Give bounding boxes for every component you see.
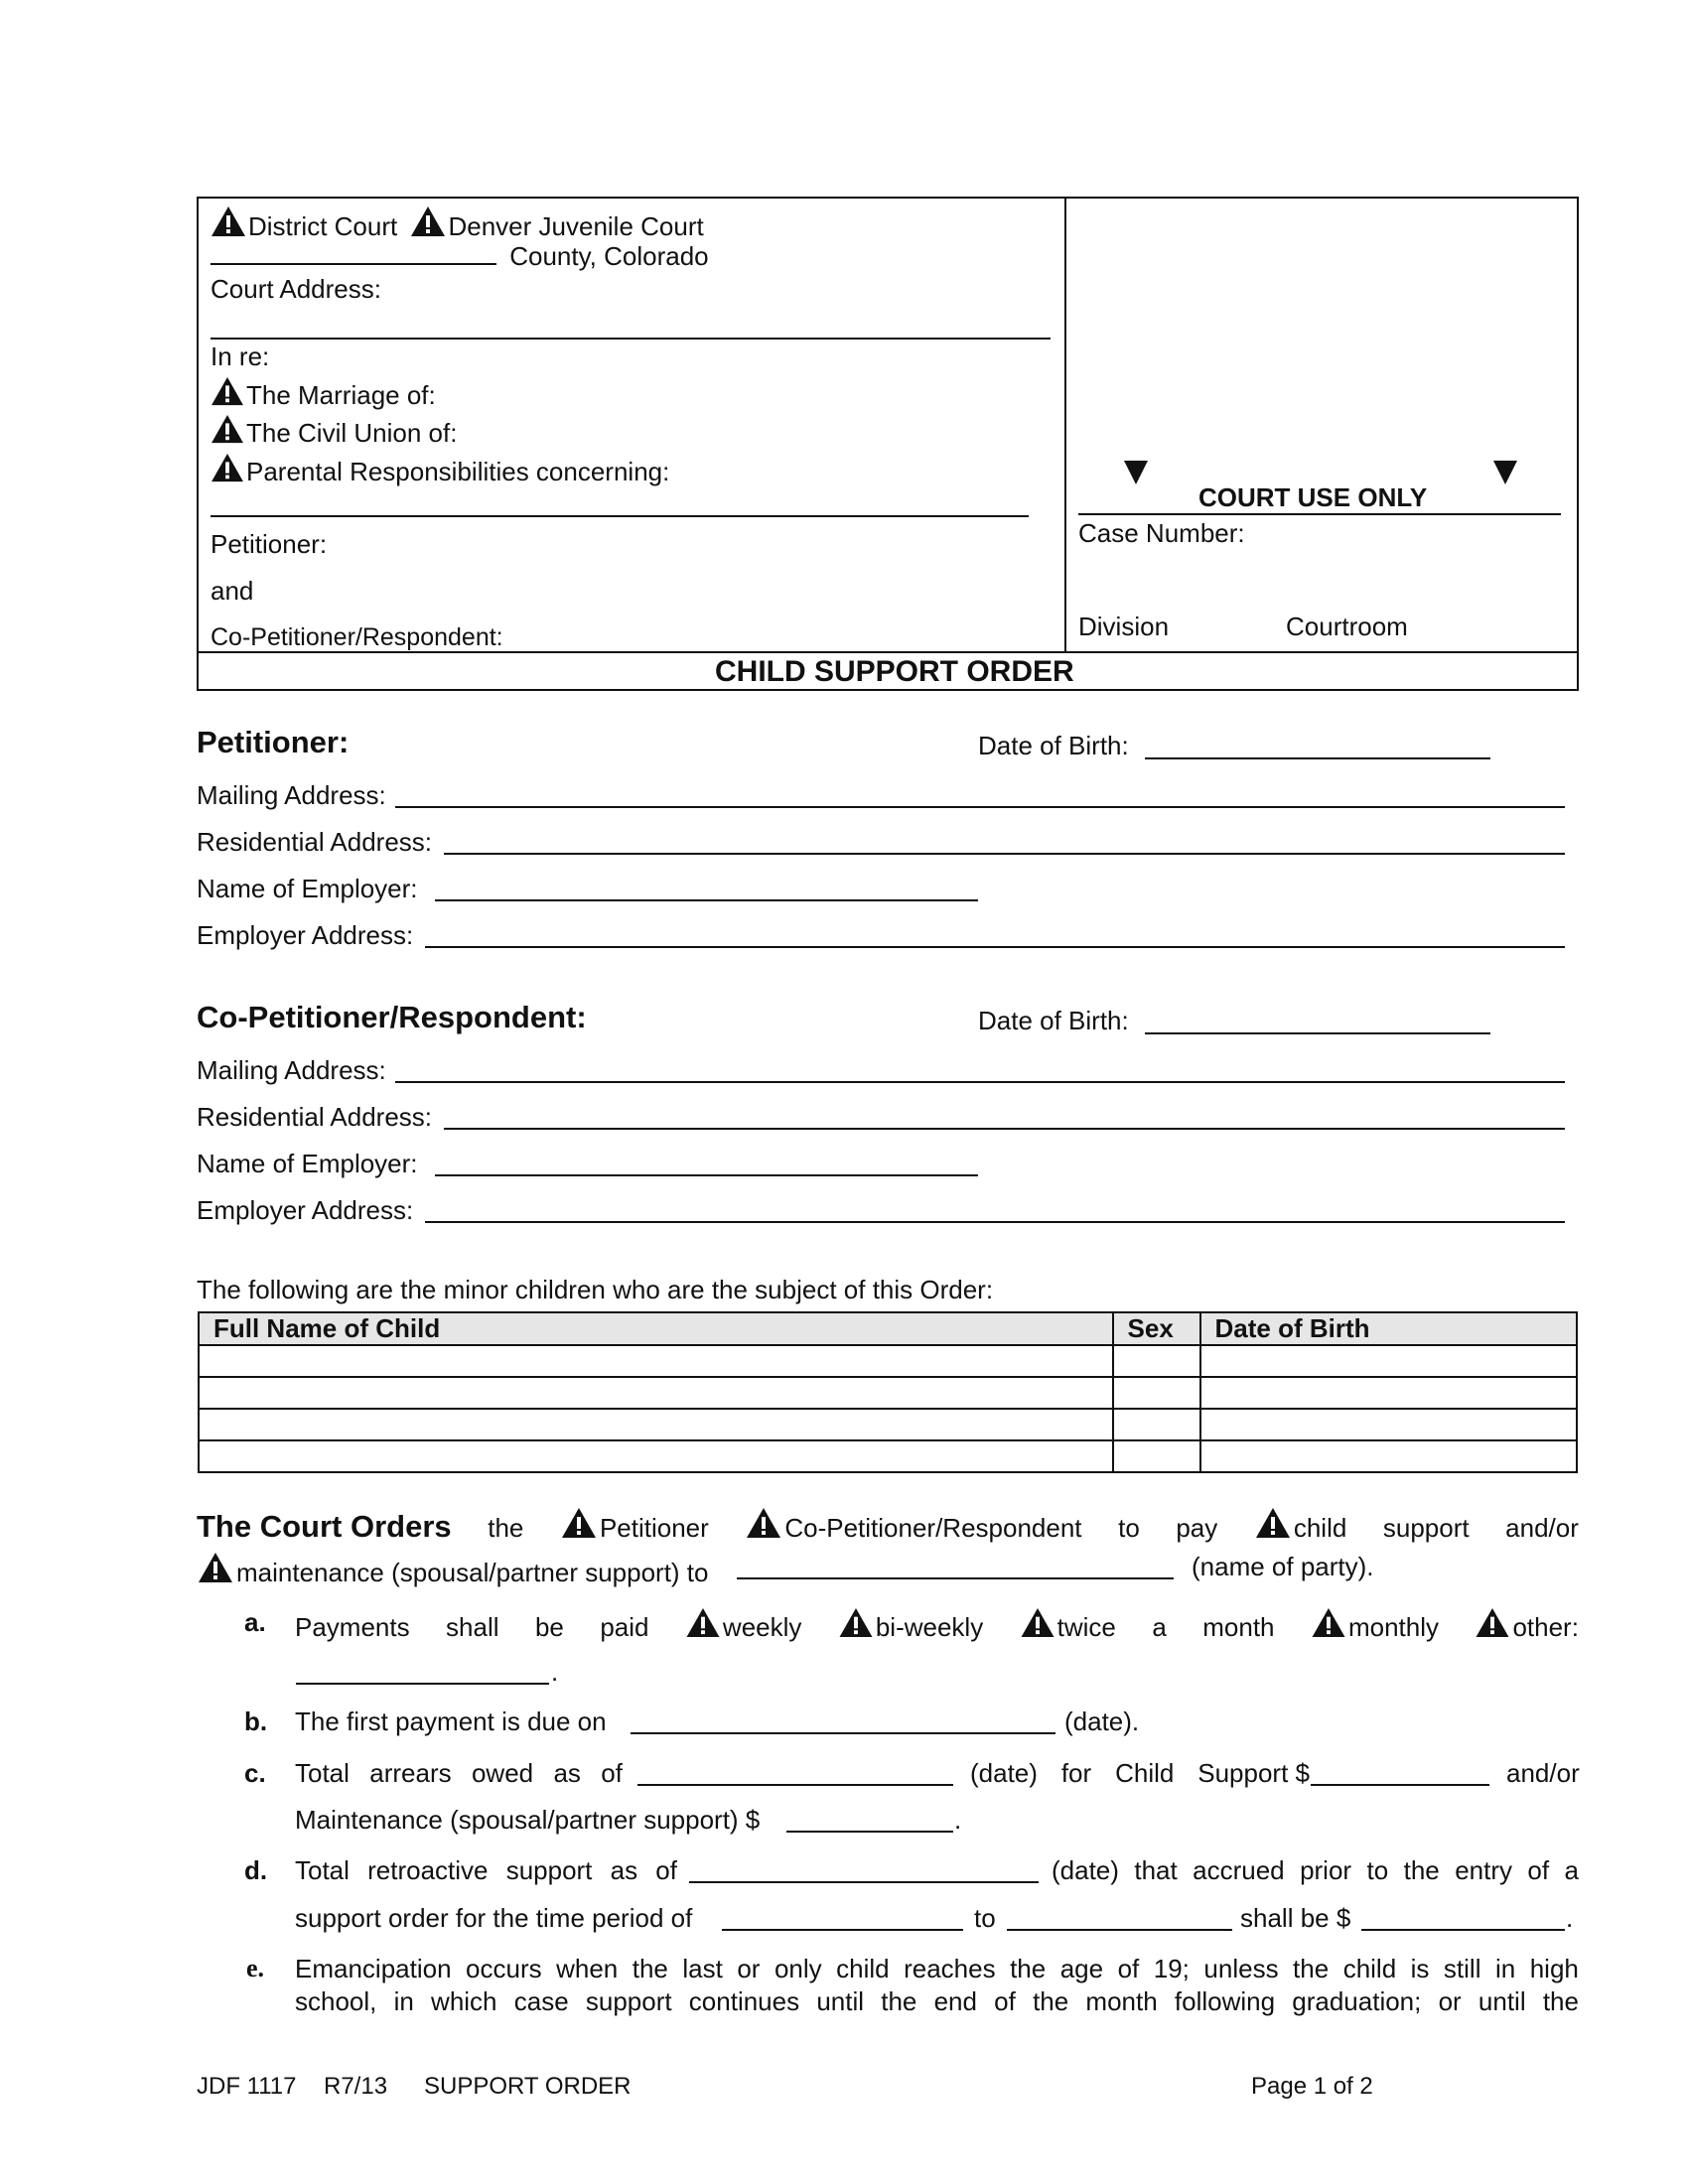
column-header-name: Full Name of Child xyxy=(199,1312,1113,1345)
item-d-word: that xyxy=(1134,1855,1178,1885)
item-e-word: in xyxy=(393,1986,414,2016)
child-sex-cell[interactable] xyxy=(1113,1345,1200,1377)
children-intro: The following are the minor children who are the subject of this Order: xyxy=(197,1275,994,1304)
respondent-dob-label: Date of Birth: xyxy=(978,1006,1129,1035)
payee-name-field[interactable] xyxy=(737,1577,1174,1579)
warning-triangle-icon[interactable] xyxy=(1020,1607,1055,1638)
courtroom-label: Courtroom xyxy=(1286,612,1408,641)
orders-word: and/or xyxy=(1505,1513,1579,1543)
respondent-mailing-label: Mailing Address: xyxy=(197,1055,386,1085)
orders-line-2 xyxy=(197,1552,709,1588)
item-e-word: occurs xyxy=(466,1954,542,1983)
item-d-letter: d. xyxy=(244,1855,268,1885)
item-e-word: the xyxy=(881,1986,917,2016)
item-e-word: continues xyxy=(688,1986,800,2016)
item-d-word: prior xyxy=(1300,1855,1352,1885)
name-of-party-hint: (name of party). xyxy=(1192,1552,1374,1581)
retroactive-date-field[interactable] xyxy=(689,1881,1039,1883)
item-e-word: month xyxy=(1085,1986,1158,2016)
item-e-word: last xyxy=(682,1954,723,1983)
respondent-employer-address-field[interactable] xyxy=(425,1221,1565,1223)
item-a-word: month xyxy=(1202,1612,1275,1642)
item-a-word: Payments xyxy=(295,1612,410,1642)
item-b-text: The first payment is due on xyxy=(295,1706,607,1736)
period-end-field[interactable] xyxy=(1007,1929,1232,1931)
item-e-word: reaches xyxy=(904,1954,996,1983)
petitioner-mailing-field[interactable] xyxy=(395,806,1565,808)
option-child-label: child xyxy=(1293,1513,1347,1543)
item-e-word: is xyxy=(1410,1954,1430,1983)
column-header-dob: Date of Birth xyxy=(1200,1312,1578,1345)
maintenance-label: maintenance (spousal/partner support) to xyxy=(236,1558,709,1587)
warning-triangle-icon[interactable] xyxy=(838,1607,874,1638)
child-name-cell[interactable] xyxy=(199,1440,1113,1472)
option-child-support xyxy=(1254,1507,1346,1544)
item-e-line-2 xyxy=(295,1986,1579,2017)
item-e-word: child xyxy=(836,1954,890,1983)
item-e-word: until xyxy=(1477,1986,1526,2016)
county-suffix: County, Colorado xyxy=(509,241,709,271)
item-b-letter: b. xyxy=(244,1706,268,1736)
in-re-label: In re: xyxy=(211,341,270,371)
item-d-word: to xyxy=(1366,1855,1389,1885)
arrow-down-icon xyxy=(1493,461,1517,484)
orders-word: pay xyxy=(1176,1513,1218,1543)
item-c-word: owed xyxy=(471,1758,534,1788)
item-e-word: the xyxy=(632,1954,668,1983)
item-c-word: for xyxy=(1060,1758,1092,1788)
petitioner-heading: Petitioner: xyxy=(197,725,350,759)
item-e-word: only xyxy=(774,1954,822,1983)
respondent-dob-field[interactable] xyxy=(1145,1032,1490,1034)
item-d-word: of xyxy=(655,1855,677,1885)
case-option-marriage-label: The Marriage of: xyxy=(246,380,436,410)
respondent-employer-label: Name of Employer: xyxy=(197,1149,418,1178)
form-title: CHILD SUPPORT ORDER xyxy=(715,655,1074,688)
item-b-date-hint: (date). xyxy=(1064,1706,1140,1736)
item-e-word: when xyxy=(556,1954,619,1983)
orders-line-1 xyxy=(197,1507,1579,1545)
first-payment-date-field[interactable] xyxy=(631,1732,1055,1734)
item-d-word: retroactive xyxy=(367,1855,489,1885)
parties-names-field[interactable] xyxy=(211,515,1029,517)
warning-triangle-icon[interactable] xyxy=(1254,1507,1292,1539)
orders-word: to xyxy=(1118,1513,1140,1543)
warning-triangle-icon[interactable] xyxy=(211,376,244,406)
respondent-heading: Co-Petitioner/Respondent: xyxy=(197,1000,587,1034)
court-option-district: District Court xyxy=(248,211,398,241)
item-a-line xyxy=(295,1607,1579,1643)
item-d-word: support xyxy=(505,1855,593,1885)
item-c-word: as xyxy=(553,1758,581,1788)
respondent-residential-field[interactable] xyxy=(444,1128,1565,1130)
warning-triangle-icon[interactable] xyxy=(211,205,246,237)
item-d-word: the xyxy=(1403,1855,1440,1885)
table-row xyxy=(199,1345,1577,1377)
item-e-word: or xyxy=(737,1954,761,1983)
item-a-word: paid xyxy=(600,1612,649,1642)
option-biweekly xyxy=(838,1607,983,1643)
table-row xyxy=(199,1409,1577,1440)
item-d-lead xyxy=(295,1855,677,1886)
other-frequency-field[interactable] xyxy=(296,1683,549,1685)
item-e-word: child xyxy=(1342,1954,1397,1983)
case-option-marriage xyxy=(211,376,436,411)
child-dob-cell[interactable] xyxy=(1200,1345,1578,1377)
case-option-parental-label: Parental Responsibilities concerning: xyxy=(246,457,670,486)
item-a-word: shall xyxy=(446,1612,499,1642)
orders-word: support xyxy=(1382,1513,1470,1543)
child-dob-cell[interactable] xyxy=(1200,1377,1578,1409)
option-other xyxy=(1475,1607,1579,1643)
item-c-word: Total xyxy=(295,1758,350,1788)
item-c-word: of xyxy=(601,1758,623,1788)
item-c-word: Support $ xyxy=(1197,1758,1310,1788)
children-table xyxy=(198,1311,1578,1473)
item-a-word: a xyxy=(1152,1612,1167,1642)
item-e-word: 19; xyxy=(1153,1954,1190,1983)
arrow-down-icon xyxy=(1124,461,1148,484)
petitioner-employer-address-label: Employer Address: xyxy=(197,920,414,950)
item-c-lead xyxy=(295,1758,623,1789)
maintenance-arrears-field[interactable] xyxy=(786,1831,953,1833)
item-e-word: school, xyxy=(295,1986,377,2016)
item-c-word: (date) xyxy=(970,1758,1038,1788)
warning-triangle-icon[interactable] xyxy=(211,453,244,482)
option-petitioner xyxy=(560,1507,709,1544)
option-biweekly-label: bi-weekly xyxy=(875,1612,984,1642)
petitioner-residential-label: Residential Address: xyxy=(197,827,433,857)
co-petitioner-label: Co-Petitioner/Respondent: xyxy=(211,623,503,651)
petitioner-employer-field[interactable] xyxy=(435,899,978,901)
petitioner-mailing-label: Mailing Address: xyxy=(197,780,386,810)
warning-triangle-icon[interactable] xyxy=(197,1552,234,1583)
item-c-line2: Maintenance (spousal/partner support) $ xyxy=(295,1805,761,1835)
item-d-word: of xyxy=(1527,1855,1550,1885)
item-d-shall: shall be $ xyxy=(1240,1903,1351,1933)
table-row xyxy=(199,1440,1577,1472)
footer-form-name: SUPPORT ORDER xyxy=(424,2073,632,2100)
petitioner-employer-address-field[interactable] xyxy=(425,946,1565,948)
item-e-word: of xyxy=(1117,1954,1140,1983)
child-dob-cell[interactable] xyxy=(1200,1409,1578,1440)
court-type-row xyxy=(211,205,704,242)
petitioner-employer-label: Name of Employer: xyxy=(197,874,418,903)
item-a-word: be xyxy=(534,1612,564,1642)
item-e-word: Emancipation xyxy=(295,1954,452,1983)
option-monthly xyxy=(1311,1607,1439,1643)
case-number-label: Case Number: xyxy=(1078,518,1245,548)
item-e-word: end xyxy=(933,1986,977,2016)
petitioner-label: Petitioner: xyxy=(211,529,328,559)
item-d-word: Total xyxy=(295,1855,350,1885)
item-e-word: support xyxy=(585,1986,672,2016)
item-e-word: of xyxy=(994,1986,1016,2016)
warning-triangle-icon[interactable] xyxy=(410,205,446,237)
orders-lead: The Court Orders xyxy=(197,1509,452,1544)
item-c-letter: c. xyxy=(244,1758,266,1788)
item-c-andor: and/or xyxy=(1506,1758,1580,1788)
item-d-line2: support order for the time period of xyxy=(295,1903,693,1933)
county-row xyxy=(211,241,709,272)
option-other-label: other: xyxy=(1512,1612,1579,1642)
child-dob-cell[interactable] xyxy=(1200,1440,1578,1472)
child-sex-cell[interactable] xyxy=(1113,1409,1200,1440)
court-address-label: Court Address: xyxy=(211,274,381,304)
warning-triangle-icon[interactable] xyxy=(745,1507,782,1539)
item-a-letter: a. xyxy=(244,1607,266,1637)
item-e-word: high xyxy=(1529,1954,1579,1983)
and-label: and xyxy=(211,576,254,606)
item-e-word: case xyxy=(513,1986,569,2016)
item-d-word: entry xyxy=(1455,1855,1512,1885)
respondent-employer-field[interactable] xyxy=(435,1174,978,1176)
item-e-word: which xyxy=(431,1986,497,2016)
table-row xyxy=(199,1377,1577,1409)
division-label: Division xyxy=(1078,612,1170,641)
respondent-employer-address-label: Employer Address: xyxy=(197,1195,414,1225)
warning-triangle-icon[interactable] xyxy=(1311,1607,1346,1638)
child-sex-cell[interactable] xyxy=(1113,1377,1200,1409)
item-e-word: the xyxy=(1010,1954,1047,1983)
option-monthly-label: monthly xyxy=(1347,1612,1439,1642)
item-e-word: in xyxy=(1494,1954,1516,1983)
item-c-word: Child xyxy=(1115,1758,1175,1788)
retroactive-amount-field[interactable] xyxy=(1361,1929,1565,1931)
footer-page-number: Page 1 of 2 xyxy=(1251,2073,1373,2100)
item-e-word: until xyxy=(816,1986,865,2016)
children-table-header xyxy=(199,1312,1577,1345)
case-option-civil-union-label: The Civil Union of: xyxy=(246,418,458,448)
period-start-field[interactable] xyxy=(722,1929,963,1931)
item-e-word: the xyxy=(1033,1986,1069,2016)
period-mark: . xyxy=(954,1805,962,1835)
court-use-only: COURT USE ONLY xyxy=(1198,482,1428,512)
child-sex-cell[interactable] xyxy=(1113,1440,1200,1472)
item-d-word: as xyxy=(610,1855,638,1885)
option-twice xyxy=(1020,1607,1116,1643)
option-weekly xyxy=(685,1607,801,1643)
period-mark: . xyxy=(1566,1903,1574,1933)
footer-revision: R7/13 xyxy=(324,2073,388,2100)
court-address-field[interactable] xyxy=(211,338,1051,340)
child-name-cell[interactable] xyxy=(199,1377,1113,1409)
warning-triangle-icon[interactable] xyxy=(685,1607,721,1638)
item-d-word: a xyxy=(1564,1855,1579,1885)
option-co-petitioner-label: Co-Petitioner/Respondent xyxy=(784,1513,1082,1543)
option-weekly-label: weekly xyxy=(722,1612,802,1642)
item-e-letter: e. xyxy=(246,1954,265,1982)
option-twice-label: twice xyxy=(1056,1612,1116,1642)
column-header-sex: Sex xyxy=(1113,1312,1200,1345)
arrears-date-field[interactable] xyxy=(637,1784,953,1786)
item-e-word: or xyxy=(1438,1986,1462,2016)
item-e-word: the xyxy=(1542,1986,1579,2016)
child-support-arrears-field[interactable] xyxy=(1311,1784,1489,1786)
warning-triangle-icon[interactable] xyxy=(560,1507,598,1539)
item-e-word: following xyxy=(1174,1986,1276,2016)
child-name-cell[interactable] xyxy=(199,1345,1113,1377)
county-field[interactable] xyxy=(211,241,496,265)
orders-word: the xyxy=(488,1513,524,1543)
item-c-mid xyxy=(970,1758,1310,1789)
item-e-word: the xyxy=(1293,1954,1330,1983)
item-e-word: still xyxy=(1443,1954,1481,1983)
warning-triangle-icon[interactable] xyxy=(211,414,244,444)
period-mark: . xyxy=(551,1657,559,1687)
item-d-word: (date) xyxy=(1052,1855,1119,1885)
item-e-line-1 xyxy=(295,1954,1579,1984)
option-co-petitioner xyxy=(745,1507,1081,1544)
item-c-word: arrears xyxy=(369,1758,452,1788)
petitioner-residential-field[interactable] xyxy=(444,853,1565,855)
item-d-to: to xyxy=(974,1903,996,1933)
court-option-denver-juvenile: Denver Juvenile Court xyxy=(448,211,704,241)
item-e-word: age xyxy=(1059,1954,1104,1983)
petitioner-dob-field[interactable] xyxy=(1145,757,1490,759)
footer-form-id: JDF 1117 xyxy=(197,2073,297,2100)
warning-triangle-icon[interactable] xyxy=(1475,1607,1510,1638)
petitioner-dob-label: Date of Birth: xyxy=(978,731,1129,760)
case-option-parental xyxy=(211,453,669,487)
item-d-tail xyxy=(1052,1855,1579,1886)
child-name-cell[interactable] xyxy=(199,1409,1113,1440)
respondent-mailing-field[interactable] xyxy=(395,1081,1565,1083)
item-d-word: accrued xyxy=(1193,1855,1285,1885)
option-petitioner-label: Petitioner xyxy=(599,1513,709,1543)
respondent-residential-label: Residential Address: xyxy=(197,1102,433,1132)
item-e-word: unless xyxy=(1203,1954,1279,1983)
item-e-word: graduation; xyxy=(1292,1986,1422,2016)
case-option-civil-union xyxy=(211,414,457,449)
